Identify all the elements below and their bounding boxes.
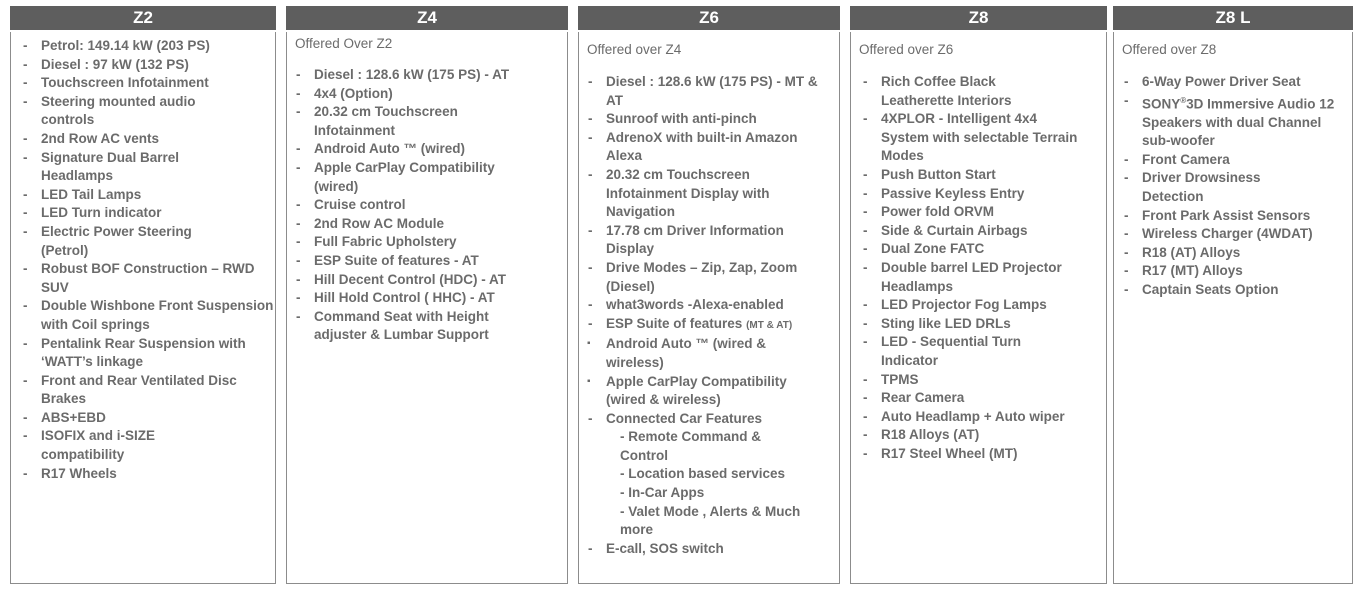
feature-list	[1142, 73, 1352, 300]
sony-brand: SONY	[1142, 96, 1181, 112]
list-item: - Power fold ORVM	[881, 203, 1106, 222]
list-item: - Double barrel LED Projector Headlamps	[881, 259, 1096, 296]
list-item: - Electric Power Steering (Petrol)	[41, 223, 231, 260]
list-item: - Double Wishbone Front Suspension with Coil springs	[41, 297, 275, 334]
list-item: - Drive Modes – Zip, Zap, Zoom (Diesel)	[606, 259, 832, 296]
list-item: - Captain Seats Option	[1142, 281, 1352, 300]
list-item: - Dual Zone FATC	[881, 240, 1106, 259]
list-item: - Robust BOF Construction – RWD SUV	[41, 260, 256, 297]
list-item: - Sting like LED DRLs	[881, 315, 1106, 334]
column-box	[286, 32, 568, 584]
list-item: ▪ Apple CarPlay Compatibility (wired & wireless)	[606, 373, 826, 410]
column-title: Z4	[286, 6, 568, 30]
list-item: - LED Projector Fog Lamps	[881, 296, 1106, 315]
list-item: - R18 Alloys (AT)	[881, 426, 1106, 445]
list-sub-item: - Valet Mode , Alerts & Much more	[620, 503, 801, 538]
list-item: - what3words -Alexa-enabled	[606, 296, 839, 315]
feature-list	[881, 73, 1106, 463]
list-item: - Rear Camera	[881, 389, 1106, 408]
column-intro: Offered over Z4	[587, 42, 682, 57]
list-sub-item: - Location based services	[620, 466, 786, 482]
list-item: - Pentalink Rear Suspension with ‘WATT’s linkage	[41, 335, 251, 372]
column-box	[10, 32, 276, 584]
list-item-text: 3D Immersive Audio 12 Speakers with dual Channel sub-woofer	[1142, 96, 1335, 149]
list-item: - 17.78 cm Driver Information Display	[606, 222, 818, 259]
list-item: - Cruise control	[314, 196, 567, 215]
column-intro: Offered over Z8	[1122, 42, 1217, 57]
list-item: - Push Button Start	[881, 166, 1106, 185]
feature-list	[606, 73, 839, 558]
column-z8l	[1113, 6, 1353, 298]
column-title: Z8 L	[1113, 6, 1353, 30]
list-item: - Rich Coffee Black Leatherette Interiors	[881, 73, 1071, 110]
registered-mark: ®	[1180, 95, 1187, 105]
list-item: - Hill Hold Control ( HHC) - AT	[314, 289, 567, 308]
list-item: - R18 (AT) Alloys	[1142, 244, 1352, 263]
list-item: - Front Camera	[1142, 151, 1352, 170]
list-item: - 2nd Row AC vents	[41, 130, 275, 149]
list-item: - LED Tail Lamps	[41, 186, 275, 205]
column-box	[578, 32, 840, 584]
list-sub-item: - In-Car Apps	[620, 485, 705, 501]
list-item: - Touchscreen Infotainment	[41, 74, 275, 93]
list-item: - Full Fabric Upholstery	[314, 233, 567, 252]
list-item: - AdrenoX with built-in Amazon Alexa	[606, 129, 818, 166]
list-sub-item: - Remote Command & Control	[620, 429, 762, 463]
column-box	[1113, 32, 1353, 584]
list-item: - R17 (MT) Alloys	[1142, 262, 1352, 281]
column-z6	[578, 6, 840, 556]
list-item: - 4x4 (Option)	[314, 85, 567, 104]
feature-list	[41, 37, 275, 483]
feature-list	[314, 66, 567, 345]
column-z8	[850, 6, 1107, 461]
list-item: - Front and Rear Ventilated Disc Brakes	[41, 372, 241, 409]
list-item: - Side & Curtain Airbags	[881, 222, 1106, 241]
list-item: - Petrol: 149.14 kW (203 PS)	[41, 37, 275, 56]
column-title: Z2	[10, 6, 276, 30]
list-item: - Connected Car Features	[606, 410, 839, 429]
column-title: Z8	[850, 6, 1107, 30]
list-item: - 20.32 cm Touchscreen Infotainment	[314, 103, 504, 140]
list-item: - ABS+EBD	[41, 409, 275, 428]
list-item: - Steering mounted audio controls	[41, 93, 231, 130]
list-item: - Front Park Assist Sensors	[1142, 207, 1352, 226]
list-item: - Command Seat with Height adjuster & Lumbar Support	[314, 308, 544, 345]
list-item: - E-call, SOS switch	[606, 540, 839, 559]
list-item: - 2nd Row AC Module	[314, 215, 567, 234]
list-item: ▪ Android Auto ™ (wired & wireless)	[606, 335, 806, 372]
column-z2	[10, 6, 276, 481]
column-z4	[286, 6, 568, 343]
list-item: - Auto Headlamp + Auto wiper	[881, 408, 1106, 427]
list-item	[606, 315, 839, 336]
list-item-suffix: (MT & AT)	[746, 319, 793, 331]
list-item: - Diesel : 128.6 kW (175 PS) - MT & AT	[606, 73, 818, 110]
list-item: - Signature Dual Barrel Headlamps	[41, 149, 211, 186]
list-item: - Passive Keyless Entry	[881, 185, 1106, 204]
column-title: Z6	[578, 6, 840, 30]
list-item: - Android Auto ™ (wired)	[314, 140, 567, 159]
list-item: - Diesel : 97 kW (132 PS)	[41, 56, 275, 75]
list-item: - 6-Way Power Driver Seat	[1142, 73, 1352, 92]
column-intro: Offered Over Z2	[295, 36, 393, 51]
list-item: - Diesel : 128.6 kW (175 PS) - AT	[314, 66, 567, 85]
list-item: - TPMS	[881, 371, 1106, 390]
list-item: - R17 Wheels	[41, 465, 275, 484]
list-item: - LED - Sequential Turn Indicator	[881, 333, 1071, 370]
column-box	[850, 32, 1107, 584]
list-item: - Apple CarPlay Compatibility (wired)	[314, 159, 534, 196]
list-item: - ISOFIX and i-SIZE compatibility	[41, 427, 191, 464]
list-item: - 4XPLOR - Intelligent 4x4 System with selectable Terrain Modes	[881, 110, 1081, 166]
list-item: - Sunroof with anti-pinch	[606, 110, 839, 129]
column-intro: Offered over Z6	[859, 42, 954, 57]
list-item: - R17 Steel Wheel (MT)	[881, 445, 1106, 464]
list-item: - Driver Drowsiness Detection	[1142, 169, 1322, 206]
list-item: - LED Turn indicator	[41, 204, 275, 223]
list-item	[1142, 92, 1347, 151]
list-item: - ESP Suite of features - AT	[314, 252, 567, 271]
list-item-text: ESP Suite of features	[606, 315, 743, 331]
list-item: - Wireless Charger (4WDAT)	[1142, 225, 1352, 244]
list-item: - Hill Decent Control (HDC) - AT	[314, 271, 567, 290]
list-item: - 20.32 cm Touchscreen Infotainment Display with Navigation	[606, 166, 806, 222]
